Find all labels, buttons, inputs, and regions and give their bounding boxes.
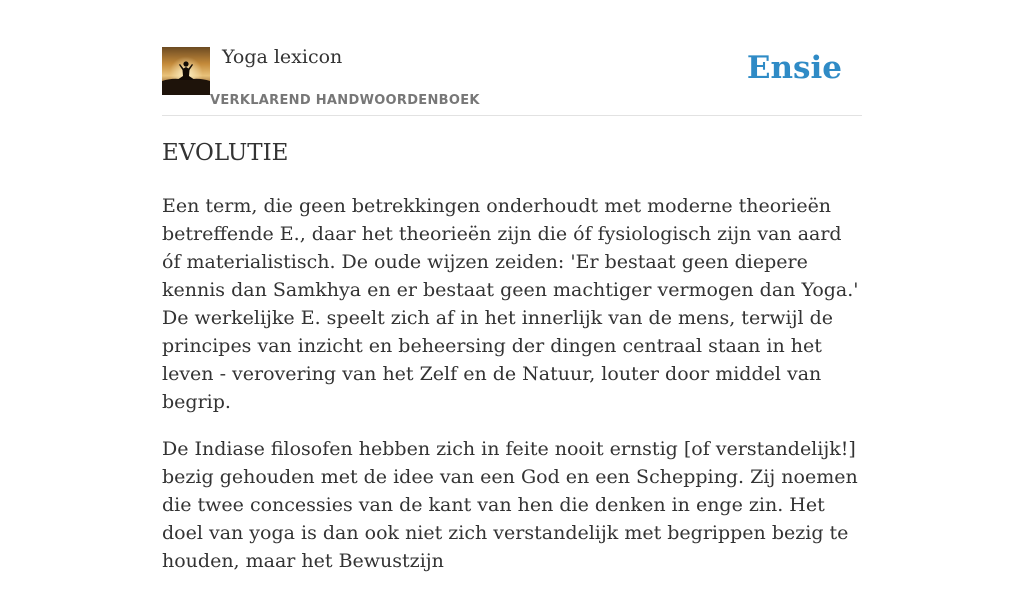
entry-body: [162, 192, 862, 594]
site-subtitle: VERKLAREND HANDWOORDENBOEK: [210, 93, 480, 108]
ensie-logo-link[interactable]: Ensie: [746, 50, 842, 86]
entry-paragraph: De Indiase filosofen hebben zich in feite nooit ernstig [of verstandelijk!] bezig gehouden met de idee van een God en een Schepping. Zij noemen die twee concessies van de kant van hen die denken in enge zin. Het doel van yoga is dan ook niet zich verstandelijk met begrippen bezig te houden, maar het Bewustzijn: [162, 438, 858, 572]
meditation-silhouette-icon: [162, 47, 210, 95]
entry-title: EVOLUTIE: [162, 140, 289, 166]
site-header: [162, 0, 862, 116]
site-avatar[interactable]: [162, 47, 210, 95]
entry-paragraph: Een term, die geen betrekkingen onderhoudt met moderne theorieën betreffende E., daar het theorieën zijn die óf fysiologisch zijn van aard óf materialistisch. De oude wijzen zeiden: 'Er bestaat geen diepere kennis dan Samkhya en er bestaat geen machtiger vermogen dan Yoga.' De werkelijke E. speelt zich af in het innerlijk van de mens, terwijl de principes van inzicht en beheersing der dingen centraal staan in het leven - verovering van het Zelf en de Natuur, louter door middel van begrip.: [162, 195, 859, 413]
site-title[interactable]: Yoga lexicon: [222, 46, 343, 68]
page-container: [162, 0, 862, 572]
